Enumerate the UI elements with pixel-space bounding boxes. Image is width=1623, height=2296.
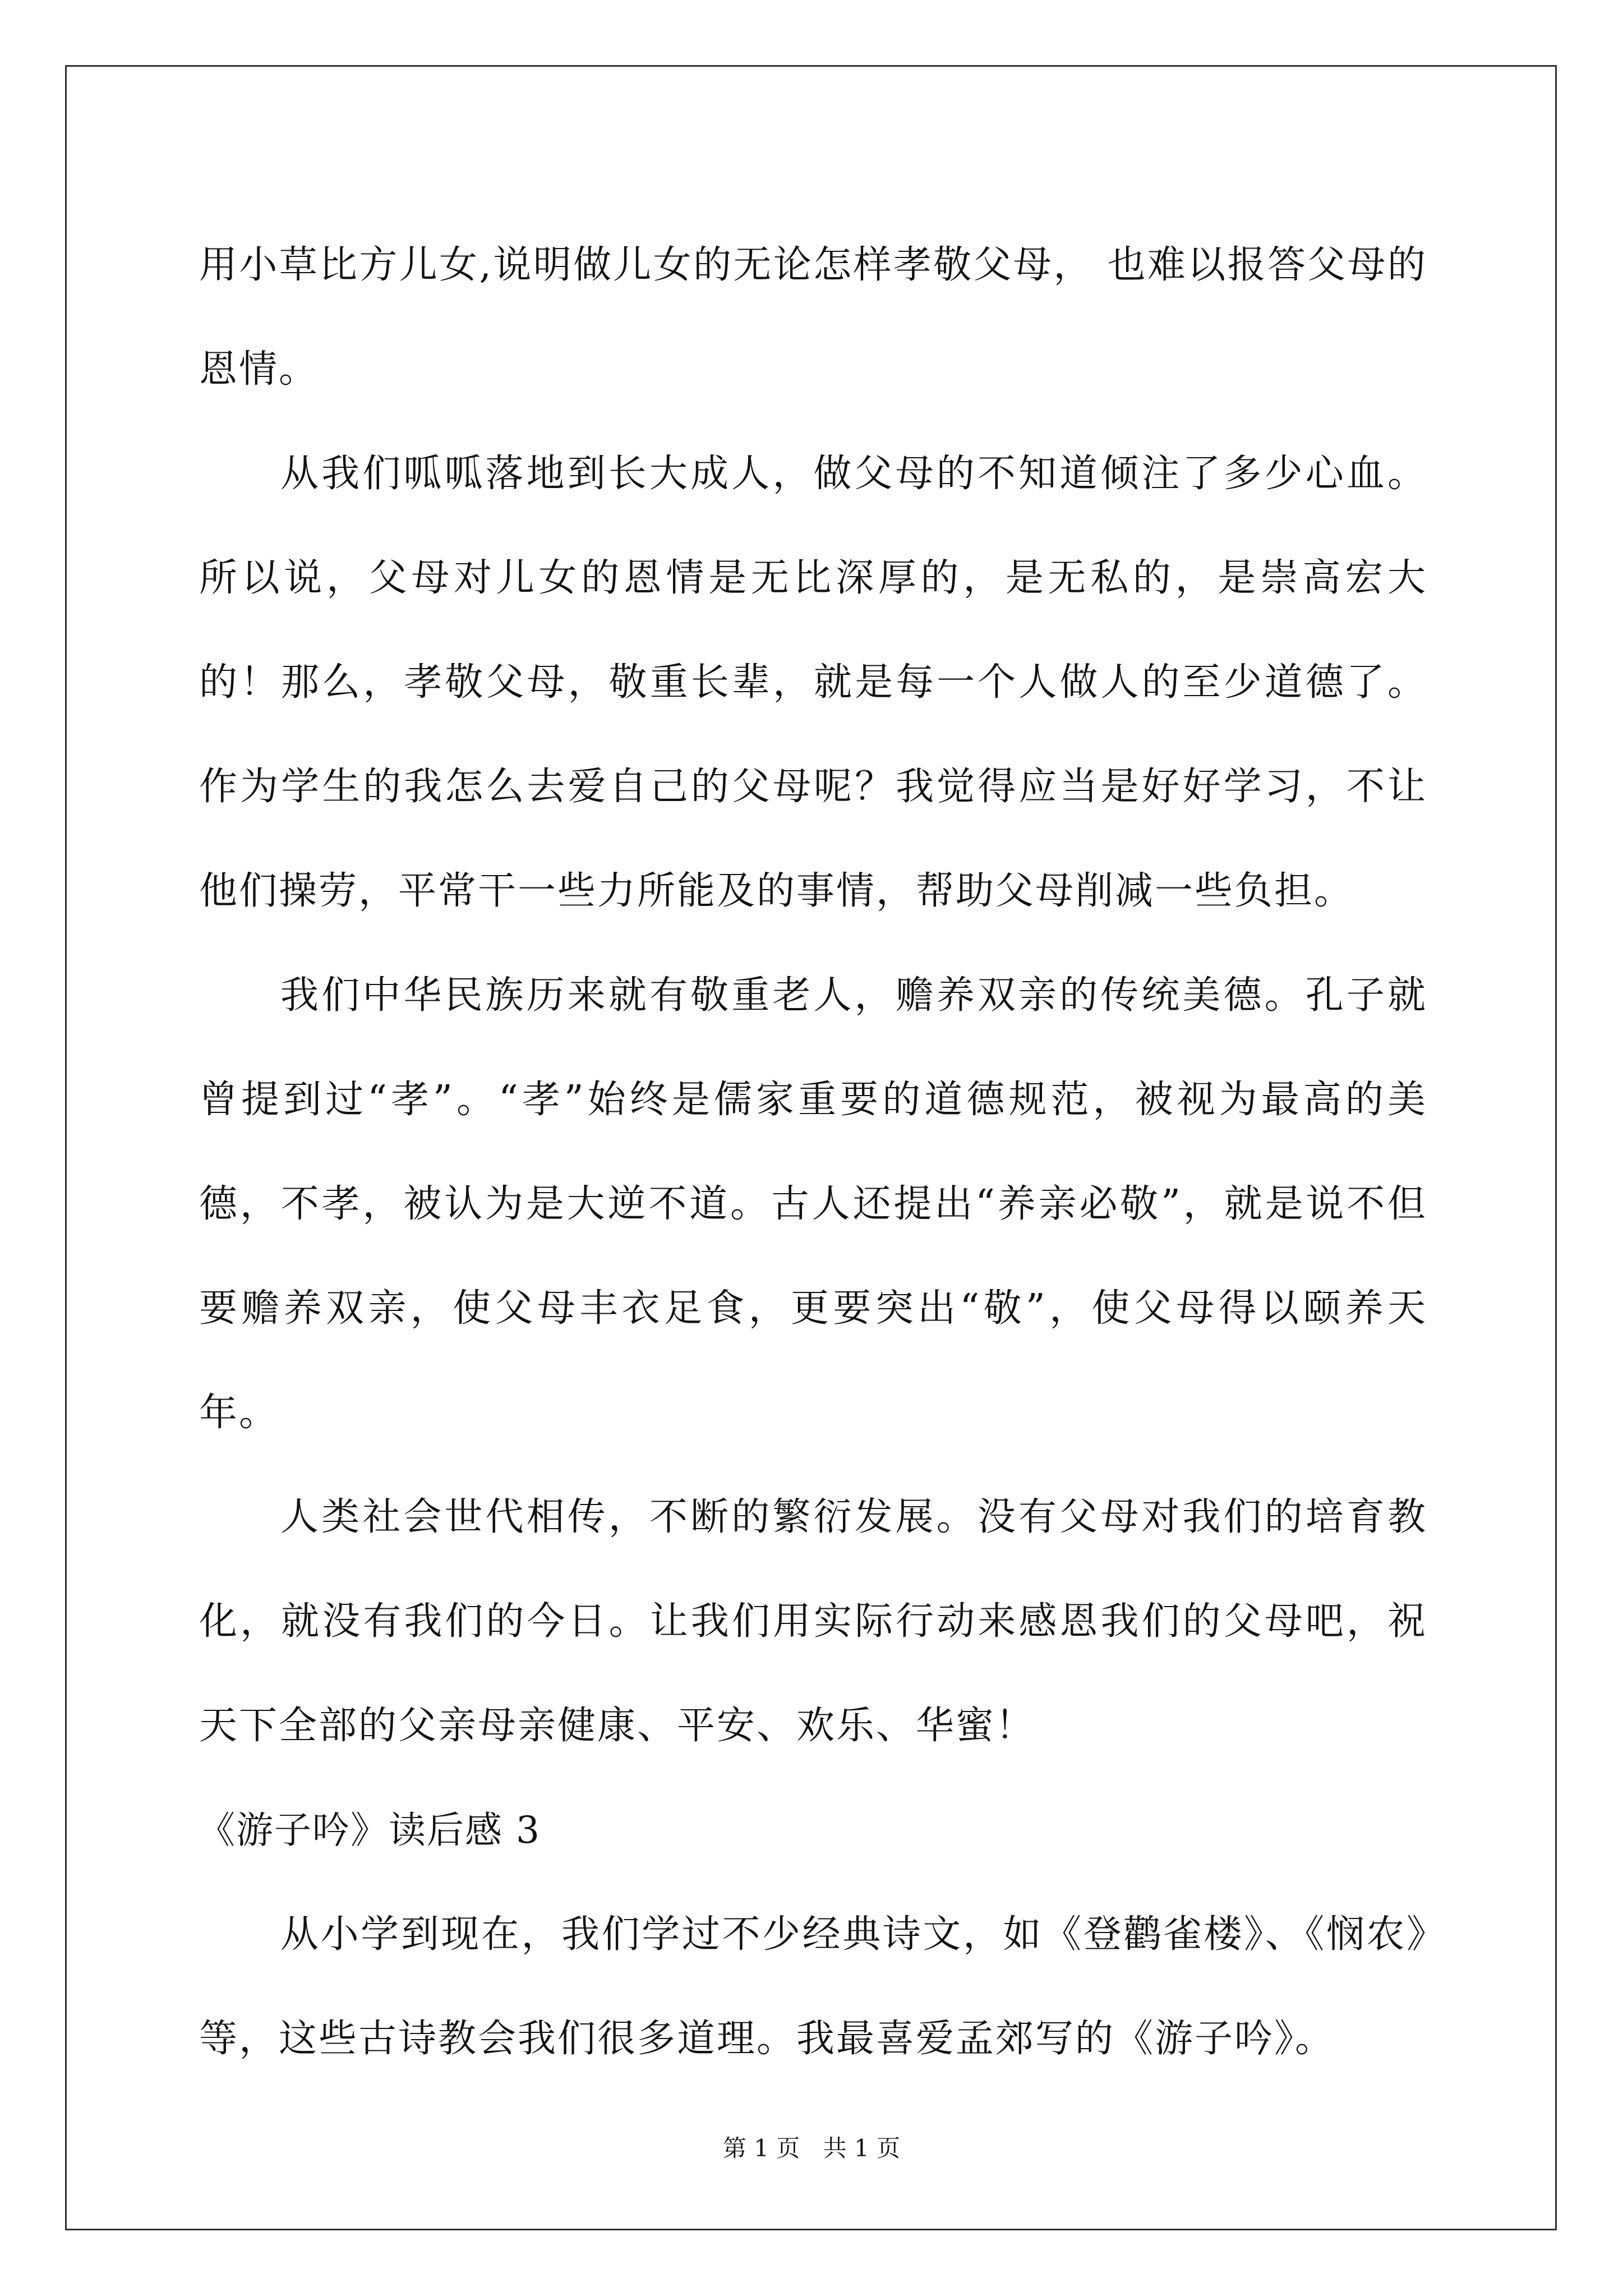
paragraph-1: 用小草比方儿女,说明做儿女的无论怎样孝敬父母， 也难以报答父母的恩情。 [199, 243, 1427, 392]
page-total: 共 1 页 [823, 2134, 901, 2162]
document-body [199, 213, 1427, 2091]
paragraph-3: 我们中华民族历来就有敬重老人，赡养双亲的传统美德。孔子就曾提到过“孝”。“孝”始终是儒家重要的道德规范，被视为最高的美德，不孝，被认为是大逆不道。古人还提出“养亲必敬”，就是说不但要赡养双亲，使父母丰衣足食，更要突出“敬”，使父母得以颐养天年。 [199, 973, 1427, 1435]
paragraph-5: 从小学到现在，我们学过不少经典诗文，如《登鹳雀楼》、《悯农》等，这些古诗教会我们很多道理。我最喜爱孟郊写的《游子吟》。 [199, 1912, 1427, 2061]
paragraph-2: 从我们呱呱落地到长大成人，做父母的不知道倾注了多少心血。所以说，父母对儿女的恩情是无比深厚的，是无私的，是崇高宏大的！那么，孝敬父母，敬重长辈，就是每一个人做人的至少道德了。作为学生的我怎么去爱自己的父母呢？我觉得应当是好好学习，不让他们操劳，平常干一些力所能及的事情，帮助父母削减一些负担。 [199, 452, 1427, 913]
section-heading: 《游子吟》读后感 3 [198, 1809, 541, 1852]
page-footer [0, 2132, 1623, 2165]
page-number: 第 1 页 [722, 2134, 800, 2162]
paragraph-4: 人类社会世代相传，不断的繁衍发展。没有父母对我们的培育教化，就没有我们的今日。让我们用实际行动来感恩我们的父母吧，祝天下全部的父亲母亲健康、平安、欢乐、华蜜！ [199, 1495, 1427, 1748]
